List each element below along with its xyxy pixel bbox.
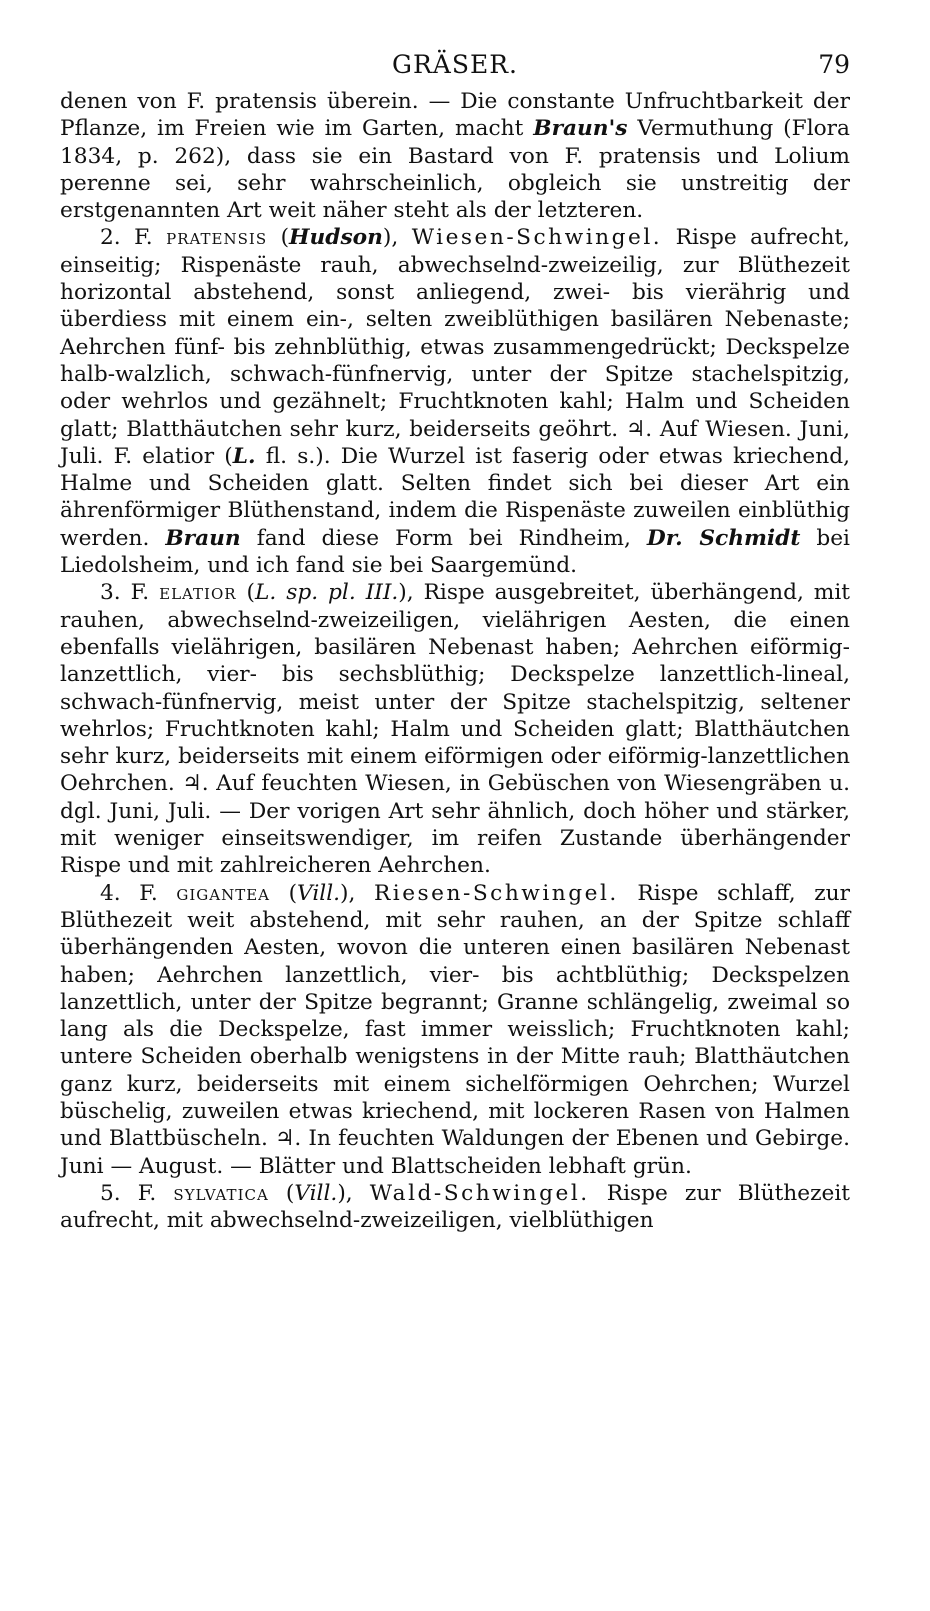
species-author: L. sp. pl. III. xyxy=(254,580,399,606)
author-abbrev: L. xyxy=(232,443,256,469)
entry-number: 4. F. xyxy=(100,880,177,906)
common-name: Wiesen-Schwingel. xyxy=(411,225,663,251)
text-run: ), xyxy=(337,1180,370,1206)
author-name: Dr. Schmidt xyxy=(646,525,801,551)
species-name: pratensis xyxy=(166,225,268,251)
text-run: ( xyxy=(268,1180,295,1206)
species-author: Hudson xyxy=(289,225,383,251)
species-entry-3 xyxy=(60,579,850,879)
text-run: ), xyxy=(340,880,374,906)
body-text xyxy=(60,88,850,1234)
species-entry-4 xyxy=(60,880,850,1180)
author-name: Braun's xyxy=(533,116,628,142)
species-name: sylvatica xyxy=(173,1180,269,1206)
running-title: GRÄSER. xyxy=(392,50,518,79)
text-run: ( xyxy=(270,880,298,906)
text-run: denen von F. pratensis überein. — Die constante Unfruchtbarkeit der Pflanze, im Freien wie im Garten, macht xyxy=(60,89,850,142)
species-name: gigantea xyxy=(176,880,271,906)
page-number: 79 xyxy=(818,50,850,79)
common-name: Wald-Schwingel. xyxy=(369,1180,590,1206)
entry-number: 3. F. xyxy=(100,580,160,606)
text-run: ( xyxy=(267,225,290,251)
text-run: Vermuthung (Flora 1834, p. 262), dass sie ein Bastard von F. pratensis und Lolium perenne sei, sehr wahrscheinlich, obgleich sie unstreitig der erstgenannten Art weit näher steht als der letzteren. xyxy=(60,116,850,224)
species-name: elatior xyxy=(159,580,237,606)
species-author: Vill. xyxy=(297,880,341,906)
entry-number: 2. F. xyxy=(100,225,167,251)
text-run: fl. s.). Die Wurzel ist faserig oder etwas kriechend, Halme und Scheiden glatt. Selten findet sich bei dieser Art ein ährenförmiger Blüthenstand, indem die Rispenäste zuweilen einblüthig werden. xyxy=(60,443,850,551)
species-author: Vill. xyxy=(294,1180,338,1206)
paragraph-continuation xyxy=(60,88,850,224)
entry-number: 5. F. xyxy=(100,1180,174,1206)
text-run: ), xyxy=(382,225,412,251)
common-name: Riesen-Schwingel. xyxy=(373,880,619,906)
species-entry-2 xyxy=(60,224,850,579)
page-header xyxy=(60,50,850,88)
species-entry-5 xyxy=(60,1180,850,1235)
author-name: Braun xyxy=(165,525,241,551)
text-run: ( xyxy=(236,580,255,606)
text-run: Rispe aufrecht, einseitig; Rispenäste rauh, abwechselnd-zweizeilig, zur Blüthezeit horizontal abstehend, sonst anliegend, zwei- bis vierährig und überdiess mit einem ein-, selten zweiblüthigen basilären Nebenaste; Aehrchen fünf- bis zehnblüthig, etwas zusammengedrückt; Deckspelze halb-walzlich, schwach-fünfnervig, unter der Spitze stachelspitzig, oder wehrlos und gezähnelt; Fruchtknoten kahl; Halm und Scheiden glatt; Blatthäutchen sehr kurz, beiderseits geöhrt. ♃. Auf Wiesen. Juni, Juli. F. elatior ( xyxy=(60,225,851,469)
text-run: bei Liedolsheim, und ich fand sie bei Saargemünd. xyxy=(60,525,850,579)
text-run: Rispe schlaff, zur Blüthezeit weit abstehend, mit sehr rauhen, an der Spitze schlaff überhängenden Aesten, wovon die unteren einen basilären Nebenast haben; Aehrchen lanzettlich, vier- bis achtblüthig; Deckspelzen lanzettlich, unter der Spitze begrannt; Granne schlängelig, zweimal so lang als die Deckspelze, fast immer weisslich; Fruchtknoten kahl; untere Scheiden oberhalb wenigstens in der Mitte rauh; Blatthäutchen ganz kurz, beiderseits mit einem sichelförmigen Oehrchen; Wurzel büschelig, zuweilen etwas kriechend, mit lockeren Rasen von Halmen und Blattbüscheln. ♃. In feuchten Waldungen der Ebenen und Gebirge. Juni — August. — Blätter und Blattscheiden lebhaft grün. xyxy=(60,880,851,1179)
text-run: Rispe zur Blüthezeit aufrecht, mit abwechselnd-zweizeiligen, vielblüthigen xyxy=(60,1180,851,1234)
text-run: ), Rispe ausgebreitet, überhängend, mit rauhen, abwechselnd-zweizeiligen, vielährigen Aesten, die einen ebenfalls vielährigen, basilären Nebenast haben; Aehrchen eiförmig-lanzettlich, vier- bis sechsblüthig; Deckspelze lanzettlich-lineal, schwach-fünfnervig, meist unter der Spitze stachelspitzig, seltener wehrlos; Fruchtknoten kahl; Halm und Scheiden glatt; Blatthäutchen sehr kurz, beiderseits mit einem eiförmigen oder eiförmig-lanzettlichen Oehrchen. ♃. Auf feuchten Wiesen, in Gebüschen von Wiesengräben u. dgl. Juni, Juli. — Der vorigen Art sehr ähnlich, doch höher und stärker, mit weniger einseitswendiger, im reifen Zustande überhängender Rispe und mit zahlreicheren Aehrchen. xyxy=(60,580,851,879)
book-page xyxy=(60,50,850,1580)
text-run: fand diese Form bei Rindheim, xyxy=(240,525,647,551)
